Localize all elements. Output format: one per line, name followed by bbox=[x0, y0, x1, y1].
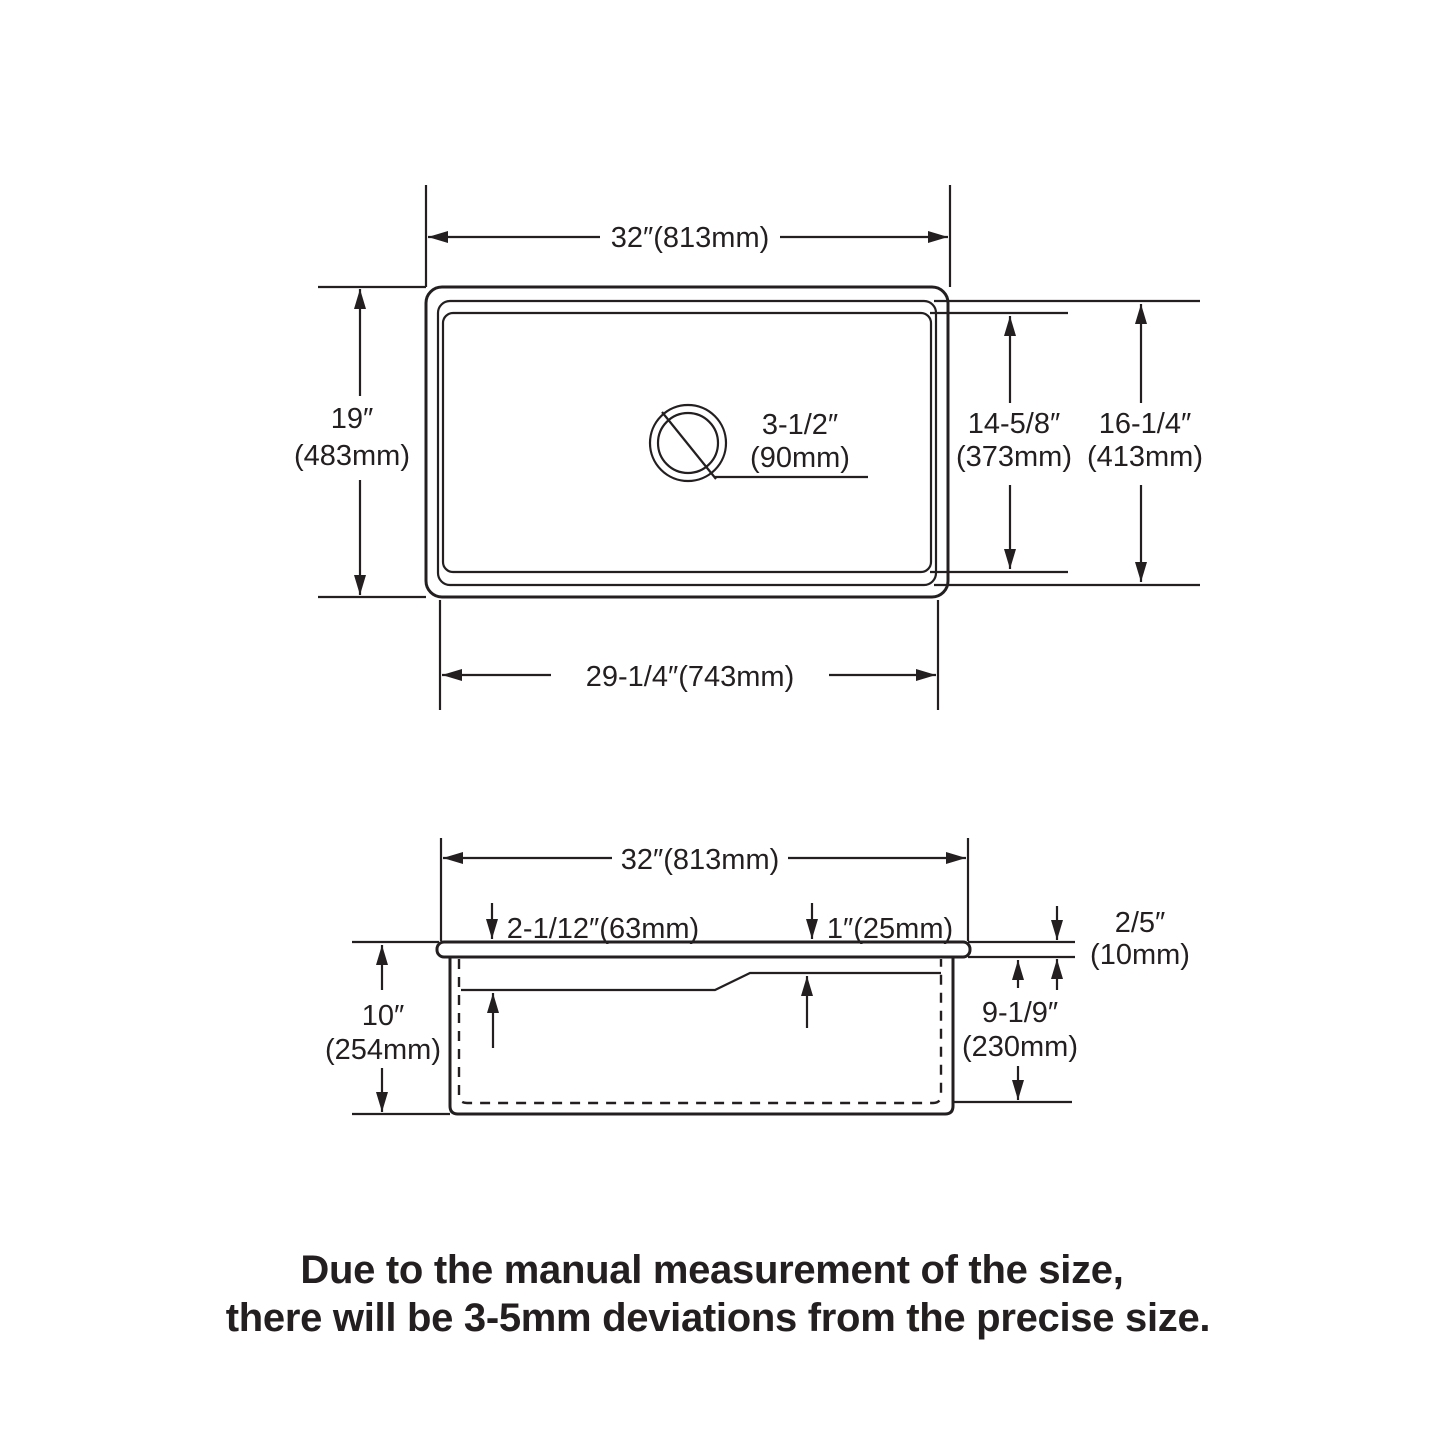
right-inset-depth-label: 1″(25mm) bbox=[826, 913, 954, 945]
side-width-label: 32″(813mm) bbox=[620, 844, 780, 876]
note-line-2: there will be 3-5mm deviations from the precise size. bbox=[225, 1296, 1211, 1340]
drain-size-mm-label: (90mm) bbox=[750, 442, 850, 474]
overall-depth-inch-label: 19″ bbox=[330, 403, 374, 435]
top-width-label: 32″(813mm) bbox=[610, 222, 770, 254]
rim-thickness-inch-label: 2/5″ bbox=[1114, 907, 1166, 939]
rim-thickness-mm-label: (10mm) bbox=[1090, 939, 1190, 971]
rim-depth-inch-label: 16-1/4″ bbox=[1098, 408, 1192, 440]
left-inset-depth-label: 2-1/12″(63mm) bbox=[506, 913, 700, 945]
note-line-1: Due to the manual measurement of the size, bbox=[300, 1248, 1124, 1292]
drain-size-inch-label: 3-1/2″ bbox=[761, 409, 839, 441]
bowl-depth-mm-label: (373mm) bbox=[955, 441, 1073, 473]
bowl-depth-inch-label: 14-5/8″ bbox=[967, 408, 1061, 440]
basin-depth-inch-label: 9-1/9″ bbox=[981, 997, 1059, 1029]
basin-depth-mm-label: (230mm) bbox=[961, 1031, 1079, 1063]
rim-depth-mm-label: (413mm) bbox=[1086, 441, 1204, 473]
bottom-width-label: 29-1/4″(743mm) bbox=[585, 661, 795, 693]
overall-height-mm-label: (254mm) bbox=[324, 1034, 442, 1066]
overall-height-inch-label: 10″ bbox=[361, 1000, 405, 1032]
overall-depth-mm-label: (483mm) bbox=[293, 440, 411, 472]
